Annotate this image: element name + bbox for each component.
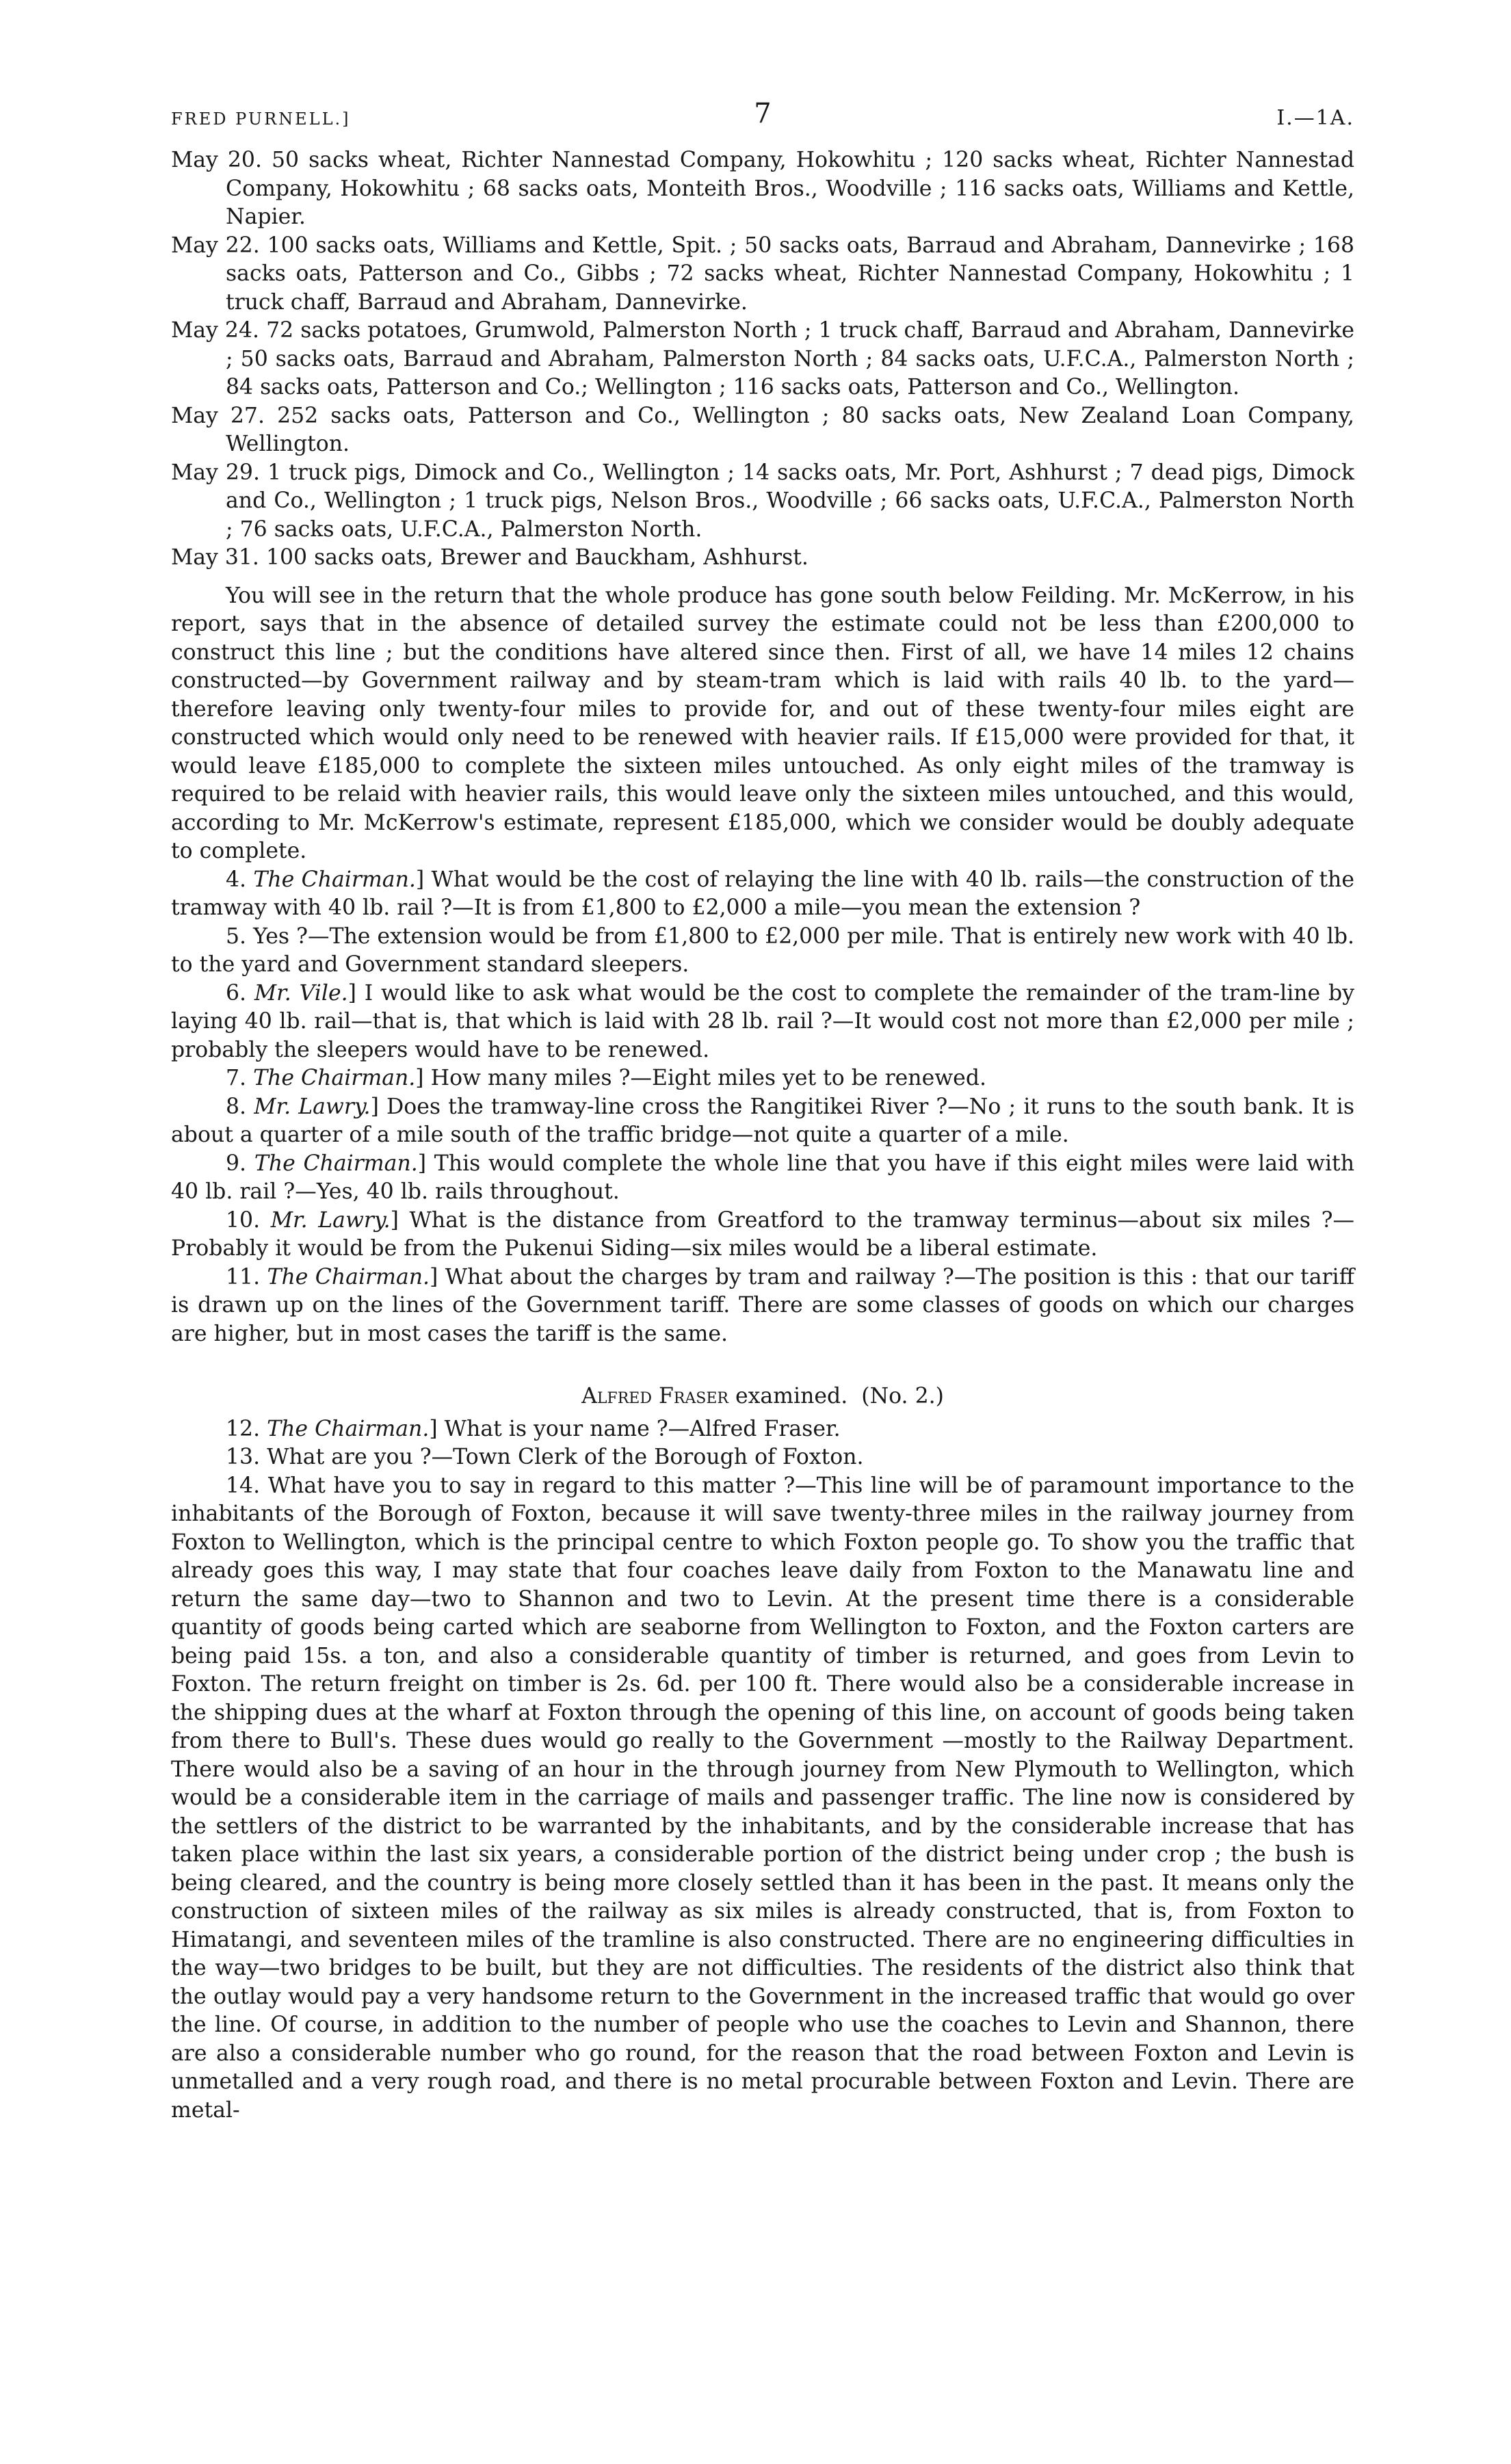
header-witness-name: FRED PURNELL.] bbox=[171, 109, 351, 129]
question-item: 7. The Chairman.] How many miles ?—Eight miles yet to be renewed. bbox=[226, 1066, 986, 1090]
question-item: 11. The Chairman.] What about the charges by tram and railway ?—The position is this : that our tariff is drawn up on the lines of the Government tariff. There are some classes of goods on which our charges are higher, but in most cases the tariff is the same. bbox=[171, 1264, 1354, 1346]
shipment-entry: May 27. 252 sacks oats, Patterson and Co., Wellington ; 80 sacks oats, New Zealand Loan Company, Wellington. bbox=[171, 403, 1354, 456]
shipment-entry: May 29. 1 truck pigs, Dimock and Co., Wellington ; 14 sacks oats, Mr. Port, Ashhurst ; 7 dead pigs, Dimock and Co., Wellington ; 1 truck pigs, Nelson Bros., Woodville ; 66 sacks oats, U.F.C.A., Palmerston North ; 76 sacks oats, U.F.C.A., Palmerston North. bbox=[171, 460, 1354, 542]
question-item: 12. The Chairman.] What is your name ?—Alfred Fraser. bbox=[226, 1416, 841, 1441]
testimony-paragraph: You will see in the return that the whole produce has gone south below Feilding. Mr. McKerrow, in his report, says that in the absence of detailed survey the estimate could not be less than £200,000 to construct this line ; but the conditions have altered since then. First of all, we have 14 miles 12 chains constructed—by Government railway and by steam-tram which is laid with rails 40 lb. to the yard—therefore leaving only twenty-four miles to provide for, and out of these twenty-four miles eight are constructed which would only need to be renewed with heavier rails. If £15,000 were provided for that, it would leave £185,000 to complete the sixteen miles untouched. As only eight miles of the tramway is required to be relaid with heavier rails, this would leave only the sixteen miles untouched, and this would, according to Mr. McKerrow's estimate, represent £185,000, which we consider would be doubly adequate to complete. bbox=[171, 583, 1354, 863]
question-item: 13. What are you ?—Town Clerk of the Borough of Foxton. bbox=[226, 1445, 864, 1469]
page-number: 7 bbox=[754, 98, 772, 129]
question-answer-list bbox=[171, 866, 1354, 1349]
question-item: 4. The Chairman.] What would be the cost of relaying the line with 40 lb. rails—the construction of the tramway with 40 lb. rail ?—It is from £1,800 to £2,000 a mile—you mean the extension ? bbox=[171, 867, 1354, 920]
question-item: 9. The Chairman.] This would complete the whole line that you have if this eight miles were laid with 40 lb. rail ?—Yes, 40 lb. rails throughout. bbox=[171, 1151, 1354, 1204]
question-item: 8. Mr. Lawry.] Does the tramway-line cross the Rangitikei River ?—No ; it runs to the south bank. It is about a quarter of a mile south of the traffic bridge—not quite a quarter of a mile. bbox=[171, 1094, 1354, 1147]
question-item: 5. Yes ?—The extension would be from £1,800 to £2,000 per mile. That is entirely new work with 40 lb. to the yard and Government standard sleepers. bbox=[171, 923, 1354, 977]
shipment-entry: May 31. 100 sacks oats, Brewer and Bauckham, Ashhurst. bbox=[171, 545, 809, 570]
question-item: 10. Mr. Lawry.] What is the distance from Greatford to the tramway terminus—about six miles ?—Probably it would be from the Pukenui Siding—six miles would be a liberal estimate. bbox=[171, 1207, 1354, 1261]
shipment-entry: May 20. 50 sacks wheat, Richter Nannestad Company, Hokowhitu ; 120 sacks wheat, Richter Nannestad Company, Hokowhitu ; 68 sacks oats, Monteith Bros., Woodville ; 116 sacks oats, Williams and Kettle, Napier. bbox=[171, 148, 1354, 229]
shipment-entry: May 22. 100 sacks oats, Williams and Kettle, Spit. ; 50 sacks oats, Barraud and Abraham, Dannevirke ; 168 sacks oats, Patterson and Co., Gibbs ; 72 sacks wheat, Richter Nannestad Company, Hokowhitu ; 1 truck chaff, Barraud and Abraham, Dannevirke. bbox=[171, 233, 1354, 315]
page-header bbox=[171, 98, 1354, 146]
paper-reference: I.—1A. bbox=[1276, 106, 1354, 130]
document-page bbox=[171, 98, 1355, 2125]
question-item: 6. Mr. Vile.] I would like to ask what would be the cost to complete the remainder of the tram-line by laying 40 lb. rail—that is, that which is laid with 28 lb. rail ?—It would cost not more than £2,000 per mile ; probably the sleepers would have to be renewed. bbox=[171, 980, 1354, 1062]
question-answer-list bbox=[171, 1415, 1354, 2125]
question-item: 14. What have you to say in regard to this matter ?—This line will be of paramount importance to the inhabitants of the Borough of Foxton, because it will save twenty-three miles in the railway journey from Foxton to Wellington, which is the principal centre to which Foxton people go. To show you the traffic that already goes this way, I may state that four coaches leave daily from Foxton to the Manawatu line and return the same day—two to Shannon and two to Levin. At the present time there is a considerable quantity of goods being carted which are seaborne from Wellington to Foxton, and the Foxton carters are being paid 15s. a ton, and also a considerable quantity of timber is returned, and goes from Levin to Foxton. The return freight on timber is 2s. 6d. per 100 ft. There would also be a considerable increase in the shipping dues at the wharf at Foxton through the opening of this line, on account of goods being taken from there to Bull's. These dues would go really to the Government —mostly to the Railway Department. There would also be a saving of an hour in the through journey from New Plymouth to Wellington, which would be a considerable item in the carriage of mails and passenger traffic. The line now is considered by the settlers of the district to be warranted by the inhabitants, and by the considerable increase that has taken place within the last six years, a considerable portion of the district being under crop ; the bush is being cleared, and the country is being more closely settled than it has been in the past. It means only the construction of sixteen miles of the railway as six miles is already constructed, that is, from Foxton to Himatangi, and seventeen miles of the tramline is also constructed. There are no engineering difficulties in the way—two bridges to be built, but they are not difficulties. The residents of the district also think that the outlay would pay a very handsome return to the Government in the increased traffic that would go over the line. Of course, in addition to the number of people who use the coaches to Levin and Shannon, there are also a considerable number who go round, for the reason that the road between Foxton and Levin is unmetalled and a very rough road, and there is no metal procurable between Foxton and Levin. There are metal- bbox=[171, 1473, 1355, 2123]
shipment-list bbox=[171, 146, 1354, 573]
witness-section-heading: Alfred Fraser examined. (No. 2.) bbox=[581, 1384, 944, 1408]
shipment-entry: May 24. 72 sacks potatoes, Grumwold, Palmerston North ; 1 truck chaff, Barraud and Abraham, Dannevirke ; 50 sacks oats, Barraud and Abraham, Palmerston North ; 84 sacks oats, U.F.C.A., Palmerston North ; 84 sacks oats, Patterson and Co.; Wellington ; 116 sacks oats, Patterson and Co., Wellington. bbox=[171, 318, 1354, 399]
